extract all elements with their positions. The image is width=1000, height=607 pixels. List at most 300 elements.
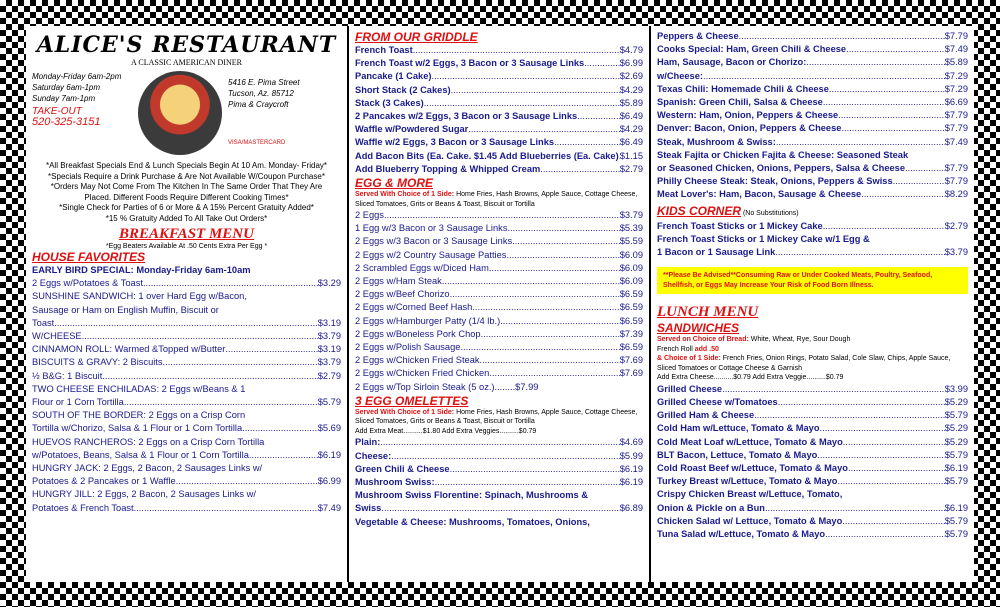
address-cross: Pima & Craycroft [228, 100, 289, 109]
food-warning: **Please Be Advised**Consuming Raw or Under Cooked Meats, Poultry, Seafood, Shellfish, or Eggs May Increase Your Risk of Food Born Illness. [657, 267, 968, 294]
menu-item-price: $3.19 [317, 344, 341, 355]
dot-leader [54, 317, 318, 330]
menu-item-price: $5.89 [944, 57, 968, 68]
kids-heading [657, 202, 968, 220]
dot-leader [584, 57, 620, 70]
served-label: Served With Choice of 1 Side: [355, 408, 455, 416]
menu-item [355, 341, 643, 354]
menu-item-price: $3.79 [317, 331, 341, 342]
dot-leader [512, 235, 620, 248]
menu-item-name: Waffle w/2 Eggs, 3 Bacon or 3 Sausage Links [355, 137, 555, 148]
omelettes-items [355, 436, 643, 528]
menu-item-price: $6.09 [619, 276, 643, 287]
menu-item [355, 288, 643, 301]
menu-item-name: Texas Chili: Homemade Chili & Cheese [657, 83, 829, 94]
dot-leader [242, 422, 318, 435]
hours-saturday: Saturday 6am-1pm [32, 83, 101, 92]
menu-item-name: Mushroom Swiss: [355, 476, 435, 487]
menu-item-price: $3.19 [317, 317, 341, 328]
menu-item-price: $5.79 [944, 449, 968, 460]
menu-item-name: Steak, Mushroom & Swiss: [657, 136, 776, 147]
menu-item-price: $7.79 [944, 163, 968, 174]
menu-item [657, 43, 968, 56]
dot-leader [823, 220, 945, 233]
menu-item-name: 1 Bacon or 1 Sausage Link [657, 247, 776, 258]
menu-item [657, 475, 968, 488]
menu-item [657, 162, 968, 175]
menu-item [355, 328, 643, 341]
menu-item-name: Grilled Cheese [657, 383, 723, 394]
menu-item-price: $3.79 [619, 210, 643, 221]
menu-item-name: 2 Eggs w/Ham Steak [355, 276, 442, 287]
menu-item-name: CINNAMON ROLL: Warmed &Topped w/Butter [32, 344, 226, 355]
dot-leader [391, 450, 620, 463]
takeout-label: TAKE-OUT [32, 106, 82, 117]
menu-item-price: $5.29 [944, 436, 968, 447]
menu-item-name: Short Stack (2 Cakes) [355, 84, 451, 95]
early-bird-heading: EARLY BIRD SPECIAL: Monday-Friday 6am-10am [32, 265, 251, 275]
dot-leader [506, 249, 619, 262]
menu-item [355, 235, 643, 248]
note-line: *Specials Require a Drink Purchase & Are Not Available W/Coupon Purchase* [48, 171, 325, 181]
menu-item-name: Plain: [355, 437, 381, 448]
menu-item-name: Cheese: [355, 450, 392, 461]
menu-item [32, 488, 341, 501]
dot-leader [820, 422, 945, 435]
bread-label: Served on Choice of Bread: [657, 336, 749, 344]
dot-leader [837, 475, 944, 488]
menu-item-price: $6.19 [619, 476, 643, 487]
dot-leader [500, 315, 620, 328]
menu-item [32, 475, 341, 488]
menu-item-name: Turkey Breast w/Lettuce, Tomato & Mayo [657, 476, 838, 487]
dot-leader [384, 209, 620, 222]
menu-item [657, 488, 968, 501]
menu-item-price: $3.79 [317, 357, 341, 368]
menu-item [657, 462, 968, 475]
dot-leader [480, 354, 620, 367]
lunch-extras: Add Extra Cheese..........$0.79 Add Extra Veggie..........$0.79 [657, 374, 844, 382]
menu-item-price: $6.59 [619, 289, 643, 300]
menu-item-price: $8.29 [944, 189, 968, 200]
menu-item-price: $4.29 [619, 124, 643, 135]
menu-item [355, 57, 643, 70]
menu-item-price: $6.19 [944, 462, 968, 473]
menu-item-name: Add Bacon Bits (Ea. Cake. $1.45 Add Blueberries (Ea. Cake) [355, 150, 619, 161]
menu-item-name: Flour or 1 Corn Tortilla [32, 397, 124, 408]
dot-leader [134, 502, 318, 515]
menu-item-name: Meat Lover's: Ham, Bacon, Sausage & Cheese [657, 189, 862, 200]
menu-item-name: Waffle w/Powdered Sugar [355, 124, 469, 135]
menu-item-name: Grilled Ham & Cheese [657, 410, 755, 421]
menu-item [657, 56, 968, 69]
menu-item-name: Toast [32, 317, 55, 328]
dot-leader [776, 136, 945, 149]
menu-item-name: Crispy Chicken Breast w/Lettuce, Tomato, [657, 489, 843, 500]
omelettes-items-continued [657, 30, 968, 202]
dot-leader [841, 122, 944, 135]
menu-item [657, 220, 968, 233]
dot-leader [451, 84, 620, 97]
breakfast-items [32, 277, 341, 515]
menu-item-name: Potatoes & 2 Pancakes or 1 Waffle [32, 476, 176, 487]
dot-leader [450, 288, 620, 301]
dot-leader [460, 341, 619, 354]
menu-item [657, 396, 968, 409]
menu-item-price: $5.99 [619, 450, 643, 461]
menu-item [32, 462, 341, 475]
menu-item-price: $4.69 [619, 437, 643, 448]
dot-leader [481, 328, 620, 341]
menu-item [355, 70, 643, 83]
cards-accepted: VISA/MASTERCARD [228, 140, 286, 146]
house-favorites-title: HOUSE FAVORITES [32, 250, 146, 264]
menu-item [657, 515, 968, 528]
menu-item-price: $6.69 [944, 97, 968, 108]
menu-item [355, 84, 643, 97]
menu-item-name: Potatoes & French Toast [32, 502, 134, 513]
menu-item [657, 70, 968, 83]
dot-leader [435, 476, 620, 489]
side-label: & Choice of 1 Side: [657, 355, 721, 363]
menu-item-name: Cooks Special: Ham, Green Chili & Cheese [657, 44, 847, 55]
menu-item-name: 2 Eggs [355, 210, 384, 221]
menu-item [355, 502, 643, 515]
served-text: Home Fries, Hash Browns, Apple Sauce, Cottage Cheese, Sliced Tomatoes, Grits or Beans & Toast, Biscuit or Tortilla [355, 191, 638, 208]
menu-item-price: $2.69 [619, 71, 643, 82]
omelettes-extras: Add Extra Meat..........$1.80 Add Extra Veggies..........$0.79 [355, 427, 537, 435]
menu-item-name: HUEVOS RANCHEROS: 2 Eggs on a Crisp Corn Tortilla [32, 436, 265, 447]
menu-item [355, 97, 643, 110]
menu-item [32, 356, 341, 369]
menu-item-name: 1 Egg w/3 Bacon or 3 Sausage Links [355, 223, 508, 234]
dot-leader [722, 383, 945, 396]
menu-item-price: $3.29 [317, 278, 341, 289]
menu-item-name: 2 Eggs w/Corned Beef Hash [355, 302, 473, 313]
menu-item-price: $1.15 [619, 150, 643, 161]
menu-item-price: $6.09 [619, 262, 643, 273]
hours-sunday: Sunday 7am-1pm [32, 94, 96, 103]
menu-item [32, 343, 341, 356]
menu-item [355, 163, 643, 176]
hours-weekday: Monday-Friday 6am-2pm [32, 72, 122, 81]
menu-item-name: Stack (3 Cakes) [355, 97, 424, 108]
dot-leader [176, 475, 318, 488]
menu-item [657, 449, 968, 462]
menu-item-name: 2 Scrambled Eggs w/Diced Ham [355, 262, 489, 273]
french-roll-label: French Roll [657, 345, 695, 353]
dot-leader [249, 449, 318, 462]
side-text: French Fries, Onion Rings, Potato Salad, Cole Slaw, Chips, Apple Sauce, Sliced Tomatoes or Cottage Cheese & Garnish [657, 355, 951, 372]
menu-item-name: Vegetable & Cheese: Mushrooms, Tomatoes, Onions, [355, 516, 590, 527]
menu-item-name: Cold Meat Loaf w/Lettuce, Tomato & Mayo [657, 436, 843, 447]
menu-item-price: $7.79 [944, 31, 968, 41]
menu-item-name: Cold Ham w/Lettuce, Tomato & Mayo [657, 423, 820, 434]
menu-item-name: Philly Cheese Steak: Steak, Onions, Peppers & Swiss [657, 176, 893, 187]
dot-leader [846, 43, 945, 56]
menu-item-name: Mushroom Swiss Florentine: Spinach, Mushrooms & [355, 490, 588, 501]
menu-item-name: Add Blueberry Topping & Whipped Cream [355, 163, 541, 174]
menu-item [355, 450, 643, 463]
menu-item [657, 122, 968, 135]
menu-item-name: 2 Eggs w/Chicken Fried Chicken [355, 368, 490, 379]
dot-leader [905, 162, 945, 175]
menu-item-name: w/Cheese: [657, 70, 703, 81]
lunch-title: LUNCH MENU [657, 304, 759, 321]
dot-leader [739, 30, 945, 43]
note-line: *Orders May Not Come From The Kitchen In The Same Order That They Are [50, 182, 323, 191]
column-left [26, 26, 349, 582]
menu-item-name: Tortilla w/Chorizo, Salsa & 1 Flour or 1 Corn Tortilla [32, 423, 243, 434]
menu-item-name: HUNGRY JACK: 2 Eggs, 2 Bacon, 2 Sausages Links w/ [32, 463, 263, 474]
side-note [657, 354, 968, 373]
french-roll-price: add .50 [694, 345, 719, 353]
served-label: Served With Choice of 1 Side: [355, 191, 455, 199]
address-block [228, 71, 300, 146]
dot-leader [472, 301, 619, 314]
french-roll-note [657, 345, 968, 355]
menu-item [355, 275, 643, 288]
menu-item-name: BLT Bacon, Lettuce, Tomato & Mayo [657, 449, 818, 460]
menu-item-price: $4.29 [619, 84, 643, 95]
menu-item-price: $7.79 [944, 110, 968, 121]
dot-leader [507, 222, 619, 235]
menu-item-price: $2.79 [619, 163, 643, 174]
sandwiches-title: SANDWICHES [657, 321, 740, 336]
dot-leader [823, 96, 945, 109]
menu-item-price: $6.49 [619, 111, 643, 122]
dot-leader [381, 502, 619, 515]
dot-leader [861, 188, 945, 201]
menu-item-price: $7.69 [619, 368, 643, 379]
bread-note [657, 335, 968, 345]
hours [32, 71, 132, 128]
dot-leader [163, 356, 318, 369]
dot-leader [893, 175, 945, 188]
dot-leader [82, 330, 318, 343]
menu-item [355, 123, 643, 136]
notes [32, 161, 341, 224]
dot-leader [848, 462, 945, 475]
menu-item-name: French Toast Sticks or 1 Mickey Cake [657, 220, 823, 231]
menu-item [355, 476, 643, 489]
menu-item-name: 2 Pancakes w/2 Eggs, 3 Bacon or 3 Sausage Links [355, 111, 578, 122]
griddle-items [355, 44, 643, 176]
menu-item-name: 2 Eggs w/3 Bacon or 3 Sausage Links [355, 236, 513, 247]
eggs-items [355, 209, 643, 394]
menu-item-price: $5.79 [944, 515, 968, 526]
dot-leader [554, 136, 620, 149]
menu-item-name: Western: Ham, Onion, Peppers & Cheese [657, 110, 839, 121]
restaurant-name: ALICE'S RESTAURANT [36, 32, 337, 58]
served-text: Home Fries, Hash Browns, Apple Sauce, Cottage Cheese, Sliced Tomatoes, Grits or Beans & Toast, Biscuit or Tortilla [355, 408, 638, 426]
menu-item-name: W/CHEESE [32, 331, 82, 342]
menu-item-price: $7.39 [619, 328, 643, 339]
menu-item-price: $6.59 [619, 302, 643, 313]
menu-item-price: $5.29 [944, 423, 968, 434]
menu-item-price: $5.79 [317, 397, 341, 408]
omelettes-served-note [355, 408, 643, 427]
menu-item [657, 436, 968, 449]
menu-item [355, 489, 643, 502]
menu-item-price: $7.69 [619, 355, 643, 366]
menu-item [355, 301, 643, 314]
menu-item-name: Steak Fajita or Chicken Fajita & Cheese: Seasoned Steak [657, 149, 909, 160]
menu-item-price: $6.19 [944, 502, 968, 513]
menu-item [657, 149, 968, 162]
menu-item-price: $7.79 [944, 176, 968, 187]
griddle-title: FROM OUR GRIDDLE [355, 30, 478, 44]
menu-item-name: 2 Eggs w/Polish Sausage [355, 342, 461, 353]
menu-item-price: $7.79 [944, 123, 968, 134]
dot-leader [442, 275, 620, 288]
menu-item-name: 2 Eggs w/Boneless Pork Chop [355, 328, 481, 339]
menu-item [657, 422, 968, 435]
menu-item-price: $6.49 [619, 137, 643, 148]
menu-item-price: $6.89 [619, 503, 643, 514]
dot-leader [829, 83, 945, 96]
menu-item [32, 383, 341, 396]
menu-item-price: $5.29 [944, 396, 968, 407]
menu-item [32, 304, 341, 317]
menu-item-price: $5.69 [317, 423, 341, 434]
dot-leader [489, 262, 620, 275]
eggs-served-note [355, 190, 643, 209]
dot-leader [489, 367, 619, 380]
kids-title: KIDS CORNER [657, 203, 742, 218]
phone-number: 520-325-3151 [32, 116, 101, 128]
omelettes-title: 3 EGG OMELETTES [355, 393, 469, 408]
lunch-items [657, 383, 968, 541]
menu-item-price: $5.89 [619, 97, 643, 108]
menu-item-name: 2 Eggs w/2 Country Sausage Patties [355, 249, 507, 260]
dot-leader [577, 110, 620, 123]
dot-leader [842, 515, 944, 528]
menu-item-name: Cold Roast Beef w/Lettuce, Tomato & Mayo [657, 462, 848, 473]
dot-leader [413, 44, 620, 57]
menu-item [657, 409, 968, 422]
note-line: *Single Check for Parties of 6 or More & A 15% Percent Gratuity Added* [59, 203, 314, 212]
menu-page [26, 26, 974, 582]
menu-item-name: Pancake (1 Cake) [355, 71, 432, 82]
menu-item-price: $2.79 [317, 370, 341, 381]
menu-item [355, 110, 643, 123]
menu-item-name: 2 Eggs w/Beef Chorizo [355, 289, 450, 300]
column-right [651, 26, 974, 582]
menu-item-price: $7.49 [944, 44, 968, 55]
menu-item-price: $5.39 [619, 223, 643, 234]
menu-item-price: $6.99 [619, 58, 643, 69]
menu-item [355, 354, 643, 367]
menu-item [32, 277, 341, 290]
kids-items [657, 220, 968, 260]
menu-item-price: $3.79 [944, 247, 968, 258]
menu-item [355, 209, 643, 222]
menu-item [32, 449, 341, 462]
menu-item-name: French Toast [355, 45, 413, 55]
menu-item-name: French Toast w/2 Eggs, 3 Bacon or 3 Sausage Links [355, 58, 585, 69]
menu-item [355, 222, 643, 235]
dot-leader [468, 123, 619, 136]
menu-item-name: Chicken Salad w/ Lettuce, Tomato & Mayo [657, 515, 843, 526]
menu-item-name: Swiss [355, 503, 382, 514]
menu-item-price: $5.79 [944, 410, 968, 421]
menu-item [657, 246, 968, 259]
menu-item-name: Denver: Bacon, Onion, Peppers & Cheese [657, 123, 842, 134]
menu-item-name: Peppers & Cheese [657, 31, 739, 41]
dot-leader [102, 370, 317, 383]
menu-item-price: $6.09 [619, 249, 643, 260]
menu-item [657, 502, 968, 515]
menu-item-name: Sausage or Ham on English Muffin, Biscuit or [32, 304, 219, 315]
menu-item-price: $6.19 [317, 449, 341, 460]
menu-item-name: 2 Eggs w/Hamburger Patty (1/4 lb.) [355, 315, 501, 326]
menu-item [355, 249, 643, 262]
menu-item [657, 383, 968, 396]
note-line: Placed. Different Foods Require Different Cooking Times* [84, 192, 289, 202]
dot-leader [450, 463, 620, 476]
menu-item-price: $7.29 [944, 83, 968, 94]
menu-item [355, 463, 643, 476]
menu-item [657, 188, 968, 201]
menu-item-name: Grilled Cheese w/Tomatoes [657, 396, 778, 407]
menu-item [32, 396, 341, 409]
menu-item [355, 315, 643, 328]
menu-item [355, 44, 643, 57]
mascot-image [138, 71, 222, 155]
menu-item-name: Ham, Sausage, Bacon or Chorizo: [657, 57, 807, 68]
menu-item [355, 367, 643, 380]
menu-item-name: 2 Eggs w/Chicken Fried Steak [355, 355, 480, 366]
menu-item [355, 262, 643, 275]
address [228, 77, 300, 110]
address-street: 5416 E. Pima Street [228, 78, 300, 87]
menu-item-price: $7.49 [944, 136, 968, 147]
menu-item-price: $2.79 [944, 220, 968, 231]
menu-item [657, 136, 968, 149]
menu-item-price: $5.59 [619, 236, 643, 247]
menu-item [355, 436, 643, 449]
dot-leader [817, 449, 944, 462]
menu-item [32, 290, 341, 303]
eggs-title: EGG & MORE [355, 176, 434, 191]
dot-leader [225, 343, 317, 356]
dot-leader [825, 528, 945, 541]
menu-item-price: $5.79 [944, 528, 968, 539]
dot-leader [778, 396, 945, 409]
menu-item-name: w/Potatoes, Beans, Salsa & 1 Flour or 1 Corn Tortilla [32, 449, 249, 460]
dot-leader [380, 436, 619, 449]
address-city: Tucson, Az. 85712 [228, 89, 294, 98]
menu-item [657, 96, 968, 109]
menu-item [657, 83, 968, 96]
menu-item-name: Green Chili & Cheese [355, 463, 450, 474]
breakfast-subtitle: *Egg Beaters Available At .50 Cents Extra Per Egg * [105, 243, 268, 250]
menu-item [32, 370, 341, 383]
menu-item-name: BISCUITS & GRAVY: 2 Biscuits [32, 357, 163, 368]
menu-item-name: HUNGRY JILL: 2 Eggs, 2 Bacon, 2 Sausages Links w/ [32, 489, 256, 500]
menu-item [657, 109, 968, 122]
dot-leader [843, 436, 945, 449]
menu-item [32, 502, 341, 515]
menu-item-name: SUNSHINE SANDWICH: 1 over Hard Egg w/Bacon, [32, 291, 247, 302]
menu-item-name: 2 Eggs w/Potatoes & Toast [32, 278, 143, 289]
menu-item [355, 136, 643, 149]
menu-item [355, 150, 643, 163]
tagline: A CLASSIC AMERICAN DINER [131, 58, 242, 67]
menu-item-price: $6.99 [317, 476, 341, 487]
dot-leader [424, 97, 620, 110]
